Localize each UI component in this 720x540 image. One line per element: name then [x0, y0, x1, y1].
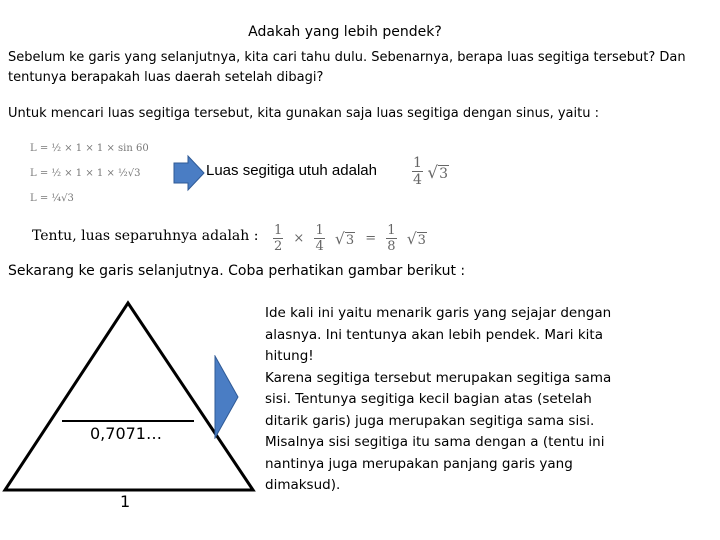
luas-utuh-value: $\frac{1}{4}$ √ 3 — [413, 155, 448, 188]
sqrt-radicand: 3 — [417, 232, 426, 248]
method-paragraph: Untuk mencari luas segitiga tersebut, kita gunakan saja luas segitiga dengan sinus, yaitu : — [8, 106, 599, 121]
explanation-paragraph-1: Ide kali ini yaitu menarik garis yang sejajar dengan alasnya. Ini tentunya akan lebih pendek. Mari kita hitung! — [265, 305, 612, 364]
frac-numerator: 1 — [387, 223, 396, 238]
triangle-diagonal-label: 0,7071… — [90, 424, 162, 443]
frac-denominator: 2 — [274, 239, 283, 254]
explanation-paragraph-2: Karena segitiga tersebut merupakan segitiga sama sisi. Tentunya segitiga kecil bagian atas (setelah ditarik garis) juga merupakan segitiga sama sisi. Misalnya sisi segitiga itu sama dengan a (tentu ini nantinya juga merupakan panjang garis yang dimaksud). — [265, 369, 612, 493]
right-arrow-icon — [172, 154, 206, 192]
formula-line-3: L = ¼√3 — [30, 193, 74, 204]
equals-sign: = — [365, 231, 377, 246]
frac-denominator: 4 — [315, 239, 324, 254]
frac-denominator: 4 — [413, 172, 422, 188]
formula-line-1: L = ½ × 1 × 1 × sin 60 — [30, 143, 149, 154]
frac-numerator: 1 — [315, 223, 324, 238]
sqrt-radicand: 3 — [345, 232, 355, 248]
luas-utuh-label: Luas segitiga utuh adalah — [206, 162, 377, 179]
separuh-expression: $\frac{1}{2}$ × $\frac{1}{4}$ √ 3 = $\frac{1}{8}$ √ 3 — [274, 223, 426, 254]
intro-paragraph: Sebelum ke garis yang selanjutnya, kita cari tahu dulu. Sebenarnya, berapa luas segitiga tersebut? Dan tentunya berapakah luas daerah setelah dibagi? — [8, 50, 686, 85]
frac-denominator: 8 — [387, 239, 396, 254]
separuh-label: Tentu, luas separuhnya adalah : — [32, 228, 259, 244]
right-arrow-large-icon — [214, 355, 240, 439]
page-title: Adakah yang lebih pendek? — [248, 24, 442, 40]
frac-numerator: 1 — [413, 155, 422, 171]
frac-numerator: 1 — [274, 223, 283, 238]
formula-line-2: L = ½ × 1 × 1 × ½√3 — [30, 168, 141, 179]
triangle-base-label: 1 — [120, 492, 131, 511]
next-line-paragraph: Sekarang ke garis selanjutnya. Coba perhatikan gambar berikut : — [8, 263, 466, 279]
explanation-text — [265, 303, 625, 497]
times-sign: × — [293, 231, 305, 246]
sqrt-radicand: 3 — [439, 165, 448, 182]
